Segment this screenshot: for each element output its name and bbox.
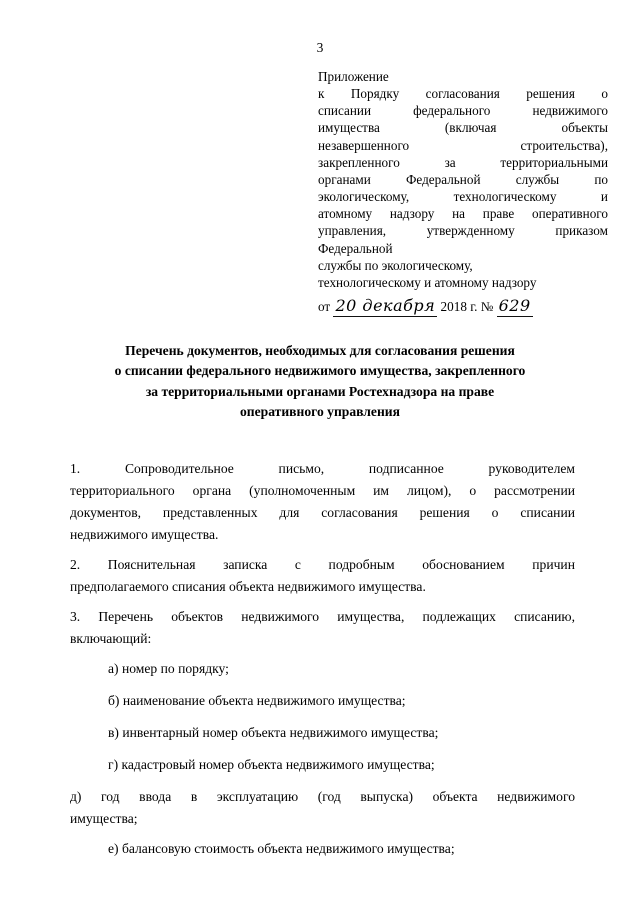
title-line: о списании федерального недвижимого имущества, закрепленного [114,363,526,379]
appendix-title: Приложение [318,69,389,84]
paragraph-line: 2. Пояснительная записка с подробным обоснованием причин [70,557,575,573]
appendix-header-line: списании федерального недвижимого [318,103,608,119]
paragraph-item-1 [70,458,575,546]
approval-date-line [318,296,618,315]
paragraph-line: предполагаемого списания объекта недвижимого имущества. [70,579,426,595]
paragraph-item-3d [70,786,575,830]
paragraph-line: документов, представленных для согласования решения о списании [70,505,575,521]
appendix-header-line: имущества (включая объекты [318,120,608,136]
appendix-header-line: закрепленного за территориальными [318,154,608,170]
appendix-header-line: атомному надзору на праве оперативного [318,206,608,222]
title-line: Перечень документов, необходимых для согласования решения [125,343,515,358]
appendix-header [318,68,608,291]
appendix-header-line: Федеральной [318,240,393,256]
page-number: 3 [316,40,324,55]
paragraph-line: 3. Перечень объектов недвижимого имущества, подлежащих списанию, [70,609,575,625]
appendix-header-line: технологическому и атомному надзору [318,274,537,290]
document-body [70,458,575,870]
paragraph-item-3v: в) инвентарный номер объекта недвижимого имущества; [108,725,439,741]
document-title [70,341,570,423]
paragraph-line: 1. Сопроводительное письмо, подписанное руководителем [70,461,575,476]
paragraph-item-2 [70,554,575,598]
paragraph-line: д) год ввода в эксплуатацию (год выпуска) объекта недвижимого [70,789,575,805]
number-handwritten: 629 [498,296,531,315]
appendix-header-line: экологическому, технологическому и [318,189,608,205]
appendix-header-line: управления, утвержденному приказом [318,223,608,239]
paragraph-item-3e: е) балансовую стоимость объекта недвижимого имущества; [108,841,455,857]
appendix-header-line: органами Федеральной службы по [318,171,608,187]
paragraph-line: недвижимого имущества. [70,527,219,543]
paragraph-line: включающий: [70,631,152,647]
date-handwritten: 20 декабря [335,296,436,315]
title-line: за территориальными органами Ростехнадзора на праве [145,383,495,399]
paragraph-item-3g: г) кадастровый номер объекта недвижимого имущества; [108,757,435,773]
paragraph-line: имущества; [70,811,138,827]
paragraph-line: территориального органа (уполномоченным им лицом), о рассмотрении [70,483,575,499]
appendix-header-line: к Порядку согласования решения о [318,86,608,102]
paragraph-item-3 [70,606,575,650]
paragraph-item-3b: б) наименование объекта недвижимого имущества; [108,693,406,709]
date-middle: 2018 г. № [440,299,494,314]
appendix-header-line: незавершенного строительства), [318,137,608,153]
paragraph-item-3a: а) номер по порядку; [108,661,229,677]
date-prefix: от [318,299,331,314]
title-line: оперативного управления [239,404,400,420]
appendix-header-line: службы по экологическому, [318,257,473,273]
